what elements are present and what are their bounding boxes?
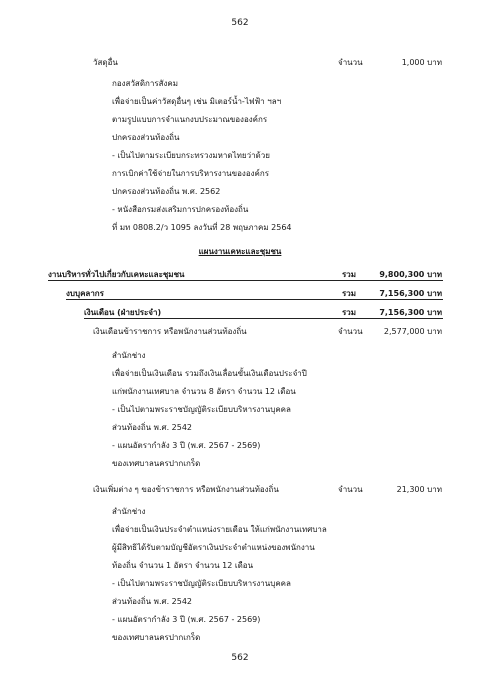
item2-title: เงินเดือนข้าราชการ หรือพนักงานส่วนท้องถิ่น <box>93 327 247 336</box>
item3-line: - แผนอัตรากำลัง 3 ปี (พ.ศ. 2567 - 2569) <box>112 615 261 624</box>
item1-line: กองสวัสดิการสังคม <box>112 79 179 88</box>
item2-amount: 2,577,000 บาท <box>383 327 442 336</box>
item2-line: - แผนอัตรากำลัง 3 ปี (พ.ศ. 2567 - 2569) <box>112 441 261 450</box>
summary-underline <box>66 299 443 300</box>
item3-line: สำนักช่าง <box>112 507 146 516</box>
item3-line: ส่วนท้องถิ่น พ.ศ. 2542 <box>112 597 193 606</box>
item2-line: - เป็นไปตามพระราชบัญญัติระเบียบบริหารงานบุคคล <box>112 405 291 414</box>
item1-line: - เป็นไปตามระเบียบกระทรวงมหาดไทยว่าด้วย <box>112 151 270 160</box>
item3-line: เพื่อจ่ายเป็นเงินประจำตำแหน่งรายเดือน ให้แก่พนักงานเทศบาล <box>112 525 327 534</box>
page-number-bottom: 562 <box>231 653 249 663</box>
item2-qty-label: จำนวน <box>338 327 363 336</box>
summary-underline <box>48 280 443 281</box>
summary-label-salary: เงินเดือน (ฝ่ายประจำ) <box>84 308 162 317</box>
item1-line: - หนังสือกรมส่งเสริมการปกครองท้องถิ่น <box>112 205 249 214</box>
item1-amount: 1,000 บาท <box>401 58 442 67</box>
item1-qty-label: จำนวน <box>338 58 363 67</box>
item1-line: ที่ มท 0808.2/ว 1095 ลงวันที่ 28 พฤษภาคม 2564 <box>112 223 292 232</box>
summary-underline <box>84 318 443 319</box>
item3-amount: 21,300 บาท <box>396 485 442 494</box>
summary-tag-work: รวม <box>342 270 357 279</box>
item2-line: เพื่อจ่ายเป็นเงินเดือน รวมถึงเงินเลื่อนขั้นเงินเดือนประจำปี <box>112 369 307 378</box>
item2-line: แก่พนักงานเทศบาล จำนวน 8 อัตรา จำนวน 12 เดือน <box>112 387 296 396</box>
item1-line: ปกครองส่วนท้องถิ่น พ.ศ. 2562 <box>112 187 221 196</box>
item3-line: ผู้มีสิทธิได้รับตามบัญชีอัตราเงินประจำตำแหน่งของพนักงาน <box>112 543 315 552</box>
summary-amount-salary: 7,156,300 บาท <box>379 308 442 317</box>
item3-line: ท้องถิ่น จำนวน 1 อัตรา จำนวน 12 เดือน <box>112 561 254 570</box>
item3-qty-label: จำนวน <box>338 485 363 494</box>
item2-line: ของเทศบาลนครปากเกร็ด <box>112 459 201 468</box>
item1-line: เพื่อจ่ายเป็นค่าวัสดุอื่นๆ เช่น มิเตอร์น้ำ-ไฟฟ้า ฯลฯ <box>112 97 282 106</box>
item3-title: เงินเพิ่มต่าง ๆ ของข้าราชการ หรือพนักงานส่วนท้องถิ่น <box>93 485 279 494</box>
page-number-top: 562 <box>231 18 249 28</box>
section-title: แผนงานเคหะและชุมชน <box>198 247 282 256</box>
item2-line: สำนักช่าง <box>112 351 146 360</box>
summary-amount-work: 9,800,300 บาท <box>379 270 442 279</box>
item1-line: ปกครองส่วนท้องถิ่น <box>112 133 180 142</box>
summary-amount-personnel: 7,156,300 บาท <box>379 289 442 298</box>
item2-line: ส่วนท้องถิ่น พ.ศ. 2542 <box>112 423 193 432</box>
summary-tag-salary: รวม <box>342 308 357 317</box>
item1-title: วัสดุอื่น <box>93 58 118 67</box>
item3-line: ของเทศบาลนครปากเกร็ด <box>112 633 201 642</box>
summary-tag-personnel: รวม <box>342 289 357 298</box>
summary-label-personnel: งบบุคลากร <box>66 289 104 298</box>
summary-label-work: งานบริหารทั่วไปเกี่ยวกับเคหะและชุมชน <box>48 270 185 279</box>
item1-line: ตามรูปแบบการจำแนกงบประมาณขององค์กร <box>112 115 268 124</box>
item3-line: - เป็นไปตามพระราชบัญญัติระเบียบบริหารงานบุคคล <box>112 579 291 588</box>
item1-line: การเบิกค่าใช้จ่ายในการบริหารงานขององค์กร <box>112 169 270 178</box>
